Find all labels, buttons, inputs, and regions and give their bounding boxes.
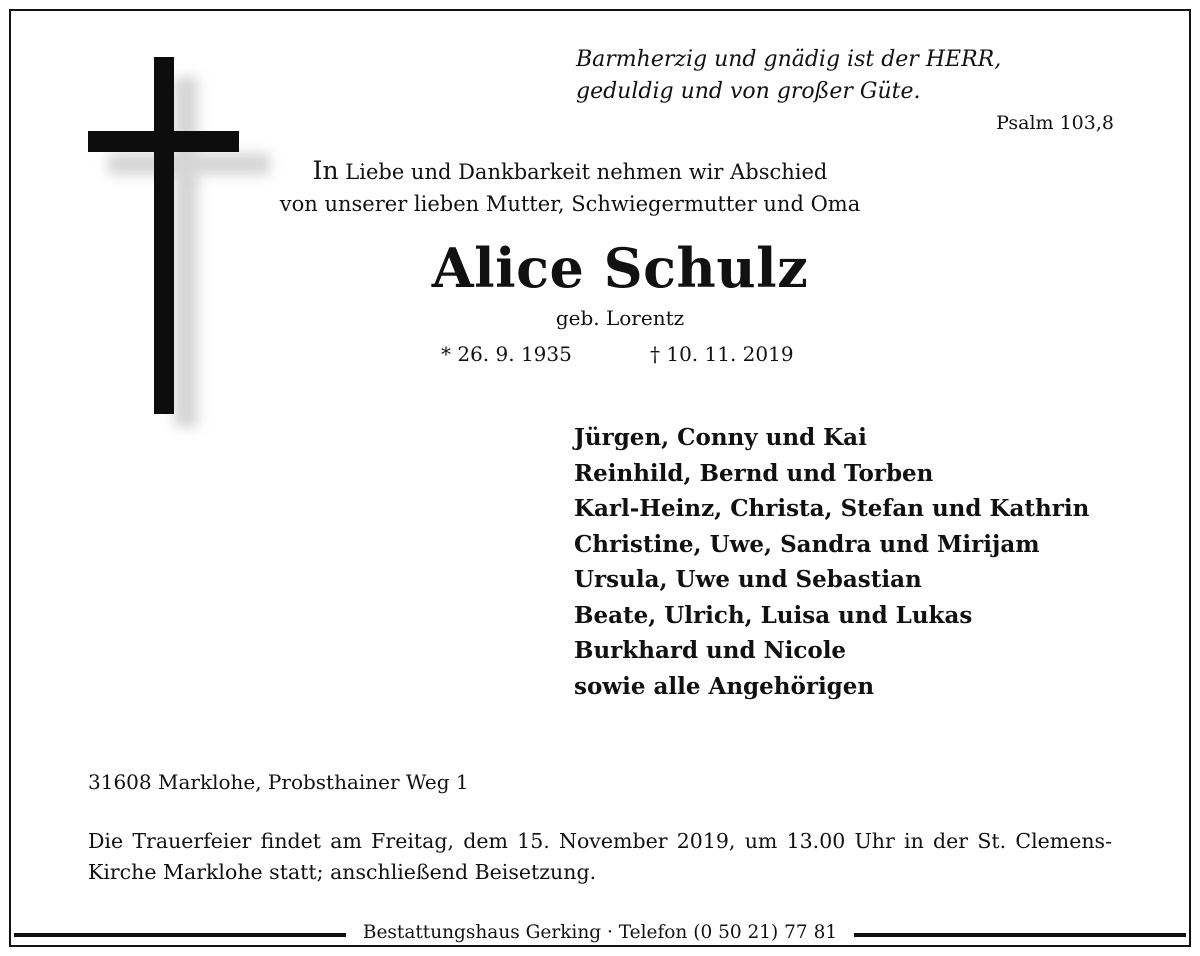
intro-text <box>200 155 940 220</box>
mourner-line: Jürgen, Conny und Kai <box>574 424 867 451</box>
funeral-service-info: Die Trauerfeier findet am Freitag, dem 15. November 2019, um 13.00 Uhr in der St. Clemens-Kirche Marklohe statt; anschließend Beisetzung. <box>88 829 1112 884</box>
mourner-line: sowie alle Angehörigen <box>574 672 875 700</box>
mourner-line: Beate, Ulrich, Luisa und Lukas <box>574 601 973 629</box>
intro-line-1-rest: Liebe und Dankbarkeit nehmen wir Abschied <box>338 160 828 184</box>
footer <box>0 920 1200 950</box>
mourner-line: Karl-Heinz, Christa, Stefan und Kathrin <box>574 495 1090 522</box>
birth-date: * 26. 9. 1935 <box>441 342 572 366</box>
cross-icon <box>88 57 240 417</box>
intro-line-2: von unserer lieben Mutter, Schwiegermutter und Oma <box>279 192 861 216</box>
death-date: † 10. 11. 2019 <box>650 342 794 366</box>
maiden-name: geb. Lorentz <box>555 306 685 330</box>
mourner-line: Christine, Uwe, Sandra und Mirijam <box>574 530 1040 558</box>
mourner-line: Ursula, Uwe und Sebastian <box>574 566 922 593</box>
deceased-name: Alice Schulz <box>431 236 809 300</box>
footer-rule-left <box>14 933 346 937</box>
verse-line-1: Barmherzig und gnädig ist der HERR, <box>576 47 1002 72</box>
intro-line-1 <box>200 155 940 188</box>
mourners-list <box>574 420 1134 704</box>
mourner-line: Burkhard und Nicole <box>574 637 847 664</box>
verse-line-2: geduldig und von großer Güte. <box>576 79 921 104</box>
footer-rule-right <box>854 933 1186 937</box>
intro-first-word: In <box>312 156 339 185</box>
bible-verse <box>576 44 1036 108</box>
funeral-home-contact: Bestattungshaus Gerking · Telefon (0 50 21) 77 81 <box>352 922 848 943</box>
family-address: 31608 Marklohe, Probsthainer Weg 1 <box>88 770 469 794</box>
mourner-line: Reinhild, Bernd und Torben <box>574 459 934 487</box>
verse-reference: Psalm 103,8 <box>996 112 1114 134</box>
